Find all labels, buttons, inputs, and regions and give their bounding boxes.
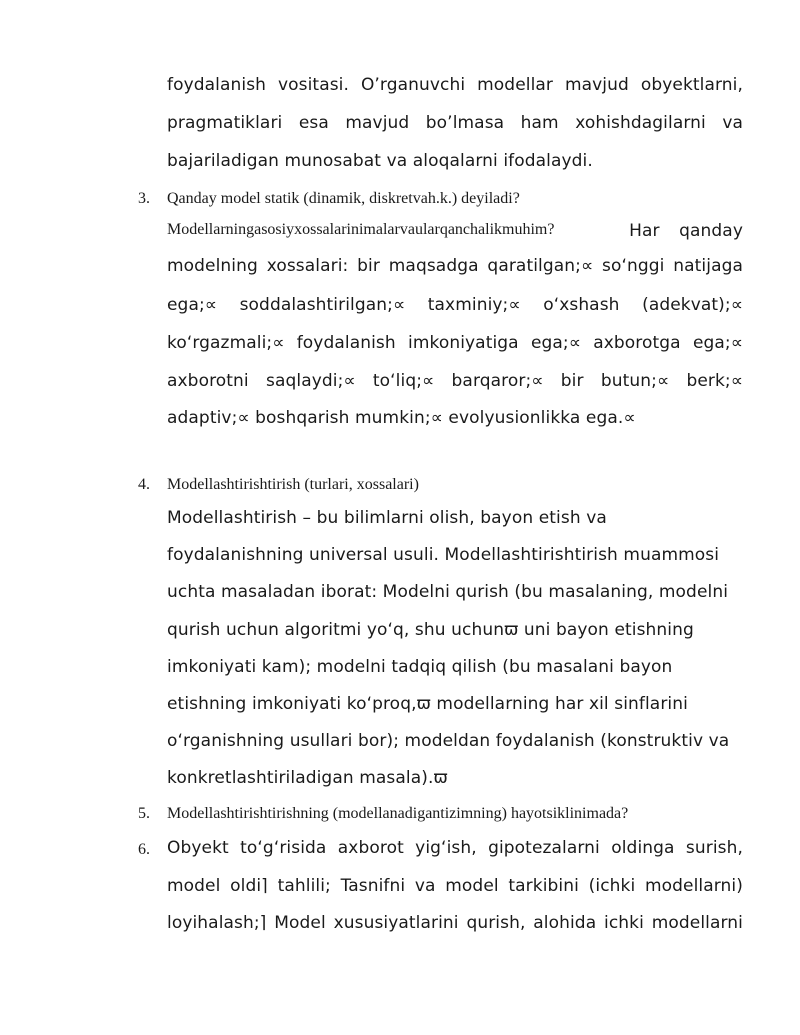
paragraph-line: loyihalash;⌉ Model xususiyatlarini qurish, alohida ichki modellarni bbox=[167, 913, 743, 933]
paragraph-line: o‘rganishning usullari bor); modeldan foydalanish (konstruktiv va bbox=[167, 731, 730, 751]
paragraph-line: ko‘rgazmali;∝ foydalanish imkoniyatiga ega;∝ axborotga ega;∝ bbox=[167, 333, 743, 353]
list-number: 6. bbox=[138, 841, 150, 858]
list-number: 5. bbox=[138, 805, 150, 822]
list-number: 4. bbox=[138, 476, 150, 493]
paragraph-line: modelning xossalari: bir maqsadga qaratilgan;∝ so‘nggi natijaga bbox=[167, 256, 743, 276]
list-heading: Modellashtirishtirish (turlari, xossalari) bbox=[167, 476, 419, 493]
list-heading: Modellashtirishtirishning (modellanadigantizimning) hayotsiklinimada? bbox=[167, 805, 629, 822]
paragraph-line: bajariladigan munosabat va aloqalarni ifodalaydi. bbox=[167, 151, 593, 171]
paragraph-line: konkretlashtiriladigan masala).ϖ bbox=[167, 768, 448, 788]
paragraph-line: foydalanish vositasi. O’rganuvchi modellar mavjud obyektlarni, bbox=[167, 75, 743, 95]
paragraph-line: axborotni saqlaydi;∝ to‘liq;∝ barqaror;∝ bir butun;∝ berk;∝ bbox=[167, 371, 743, 391]
list-heading: Qanday model statik (dinamik, diskretvah.k.) deyiladi? bbox=[167, 190, 520, 207]
paragraph-line: Modellashtirish – bu bilimlarni olish, bayon etish va bbox=[167, 508, 607, 528]
paragraph-line: qurish uchun algoritmi yo‘q, shu uchunϖ uni bayon etishning bbox=[167, 620, 694, 640]
paragraph-line bbox=[167, 221, 743, 239]
paragraph-line: uchta masaladan iborat: Modelni qurish (bu masalaning, modelni bbox=[167, 582, 729, 602]
inline-question: Modellarningasosiyxossalarinimalarvaularqanchalikmuhim? bbox=[167, 221, 555, 238]
paragraph-line: imkoniyati kam); modelni tadqiq qilish (bu masalani bayon bbox=[167, 657, 673, 677]
paragraph-line: pragmatiklari esa mavjud bo’lmasa ham xohishdagilarni va bbox=[167, 113, 743, 133]
paragraph-line: Obyekt to‘g‘risida axborot yig‘ish, gipotezalarni oldinga surish, bbox=[167, 838, 743, 858]
paragraph-line: ega;∝ soddalashtirilgan;∝ taxminiy;∝ o‘xshash (adekvat);∝ bbox=[167, 295, 743, 315]
inline-text: Har qanday bbox=[629, 221, 743, 241]
paragraph-line: foydalanishning universal usuli. Modellashtirishtirish muammosi bbox=[167, 545, 720, 565]
paragraph-line: adaptiv;∝ boshqarish mumkin;∝ evolyusionlikka ega.∝ bbox=[167, 408, 636, 428]
list-number: 3. bbox=[138, 190, 150, 207]
paragraph-line: model oldi⌉ tahlili; Tasnifni va model tarkibini (ichki modellarni) bbox=[167, 876, 743, 896]
paragraph-line: etishning imkoniyati ko‘proq,ϖ modellarning har xil sinflarini bbox=[167, 694, 688, 714]
